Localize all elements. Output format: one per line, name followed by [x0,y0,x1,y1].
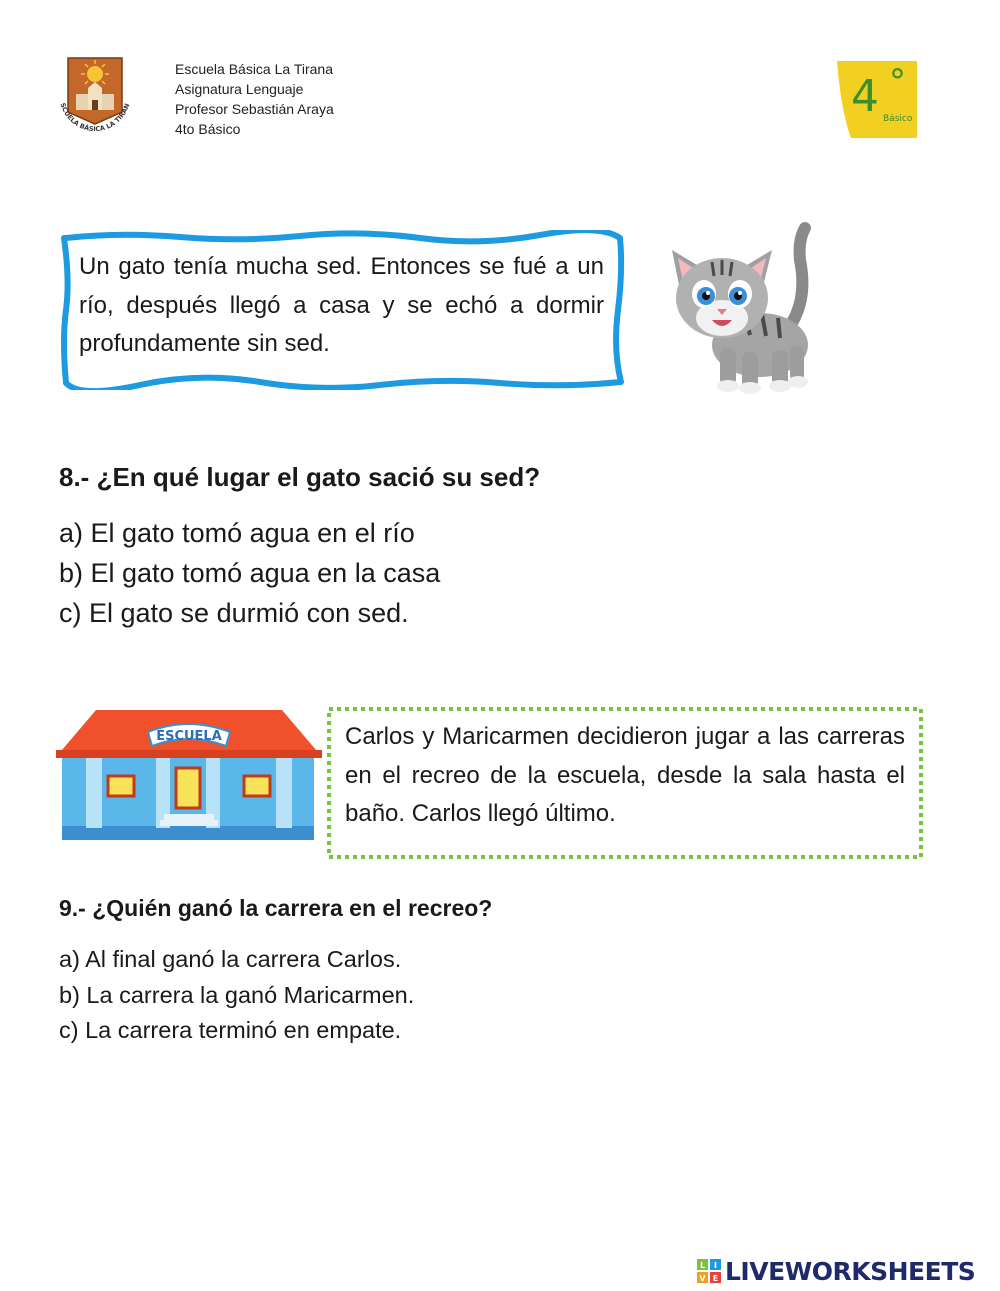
badge-number: 4 [851,71,879,122]
story2-text: Carlos y Maricarmen decidieron jugar a las carreras en el recreo de la escuela, desde la sala hasta el baño. Carlos llegó último. [345,723,905,827]
header-info [175,59,334,139]
icon-letter-i: I [714,1261,717,1270]
liveworksheets-icon [697,1259,721,1283]
badge-degree: ° [889,62,906,102]
school-illustration [56,702,322,846]
icon-letter-v: V [699,1274,706,1283]
question-8-option-a[interactable]: a) El gato tomó agua en el río [59,518,415,548]
school-logo [56,54,134,146]
question-9-option-b[interactable]: b) La carrera la ganó Maricarmen. [59,982,415,1008]
liveworksheets-brand: LIVEWORKSHEETS [725,1256,976,1286]
school-sign-text: ESCUELA [156,729,222,744]
teacher-name: Profesor Sebastián Araya [175,101,334,117]
icon-letter-e: E [712,1274,719,1283]
subject-name: Asignatura Lenguaje [175,81,304,97]
story1-text: Un gato tenía mucha sed. Entonces se fué a un río, después llegó a casa y se echó a dormir profundamente sin sed. [79,253,604,357]
liveworksheets-logo[interactable] [697,1254,975,1288]
grade-badge [837,61,917,138]
icon-letter-l: L [699,1261,706,1270]
cat-illustration [650,220,820,395]
question-9-prompt: 9.- ¿Quién ganó la carrera en el recreo? [59,895,493,921]
logo-ring-text: SCUELA BÁSICA LA TIRAN [58,101,132,134]
question-9-option-a[interactable]: a) Al final ganó la carrera Carlos. [59,946,402,972]
badge-label: Básico [883,114,913,124]
question-8-option-b[interactable]: b) El gato tomó agua en la casa [59,558,441,588]
question-8-option-c[interactable]: c) El gato se durmió con sed. [59,598,409,628]
question-9-option-c[interactable]: c) La carrera terminó en empate. [59,1017,402,1043]
grade-name: 4to Básico [175,121,241,137]
school-name: Escuela Básica La Tirana [175,61,333,77]
question-8-prompt: 8.- ¿En qué lugar el gato sació su sed? [59,462,541,492]
